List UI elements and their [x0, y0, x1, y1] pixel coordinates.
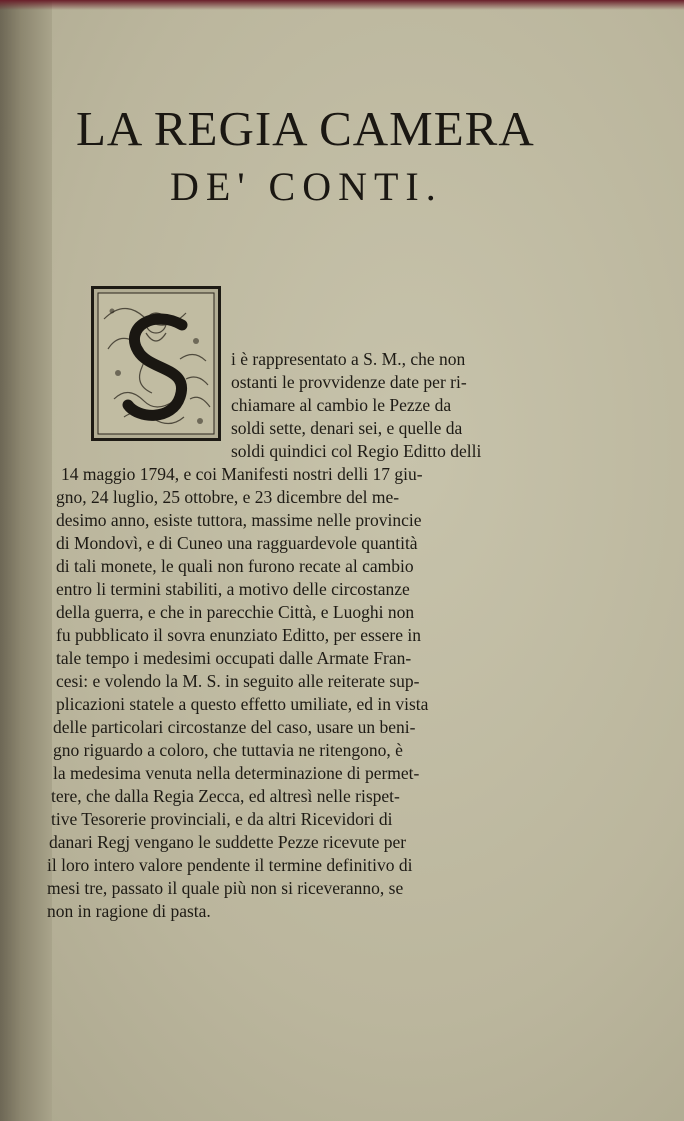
body-line: gno, 24 luglio, 25 ottobre, e 23 dicembre del me-	[56, 487, 400, 507]
body-line: il loro intero valore pendente il termine definitivo di	[47, 855, 413, 875]
body-line: la medesima venuta nella determinazione di permet-	[53, 763, 420, 783]
body-line: della guerra, e che in parecchie Città, e Luoghi non	[56, 602, 415, 622]
body-line: tale tempo i medesimi occupati dalle Armate Fran-	[56, 648, 412, 668]
body-line: fu pubblicato il sovra enunziato Editto, per essere in	[56, 625, 421, 645]
body-line: desimo anno, esiste tuttora, massime nelle provincie	[56, 510, 422, 530]
page-binding-edge	[0, 0, 52, 1121]
title-line-1: LA REGIA CAMERA	[76, 101, 535, 156]
body-line: entro li termini stabiliti, a motivo delle circostanze	[56, 579, 410, 599]
body-line: chiamare al cambio le Pezze da	[231, 395, 452, 415]
body-line: plicazioni statele a questo effetto umiliate, ed in vista	[56, 694, 429, 714]
body-line: tive Tesorerie provinciali, e da altri Ricevidori di	[51, 809, 393, 829]
body-line: di Mondovì, e di Cuneo una ragguardevole quantità	[56, 533, 418, 553]
body-line: tere, che dalla Regia Zecca, ed altresì nelle rispet-	[51, 786, 400, 806]
decorated-initial	[91, 286, 221, 441]
body-line: 14 maggio 1794, e coi Manifesti nostri delli 17 giu-	[61, 464, 423, 484]
body-line: gno riguardo a coloro, che tuttavia ne ritengono, è	[53, 740, 403, 760]
body-line: ostanti le provvidenze date per ri-	[231, 372, 467, 392]
body-line: di tali monete, le quali non furono recate al cambio	[56, 556, 414, 576]
body-line: non in ragione di pasta.	[47, 901, 211, 921]
title-line-2: DE' CONTI.	[170, 164, 443, 209]
body-line: soldi sette, denari sei, e quelle da	[231, 418, 463, 438]
body-line: i è rappresentato a S. M., che non	[231, 349, 466, 369]
decorated-initial-illustration	[94, 289, 218, 438]
body-line: soldi quindici col Regio Editto delli	[231, 441, 482, 461]
body-line: cesi: e volendo la M. S. in seguito alle reiterate sup-	[56, 671, 420, 691]
body-line: danari Regj vengano le suddette Pezze ricevute per	[49, 832, 407, 852]
page-top-edge	[0, 0, 684, 10]
body-line: delle particolari circostanze del caso, usare un beni-	[53, 717, 416, 737]
body-line: mesi tre, passato il quale più non si riceveranno, se	[47, 878, 404, 898]
